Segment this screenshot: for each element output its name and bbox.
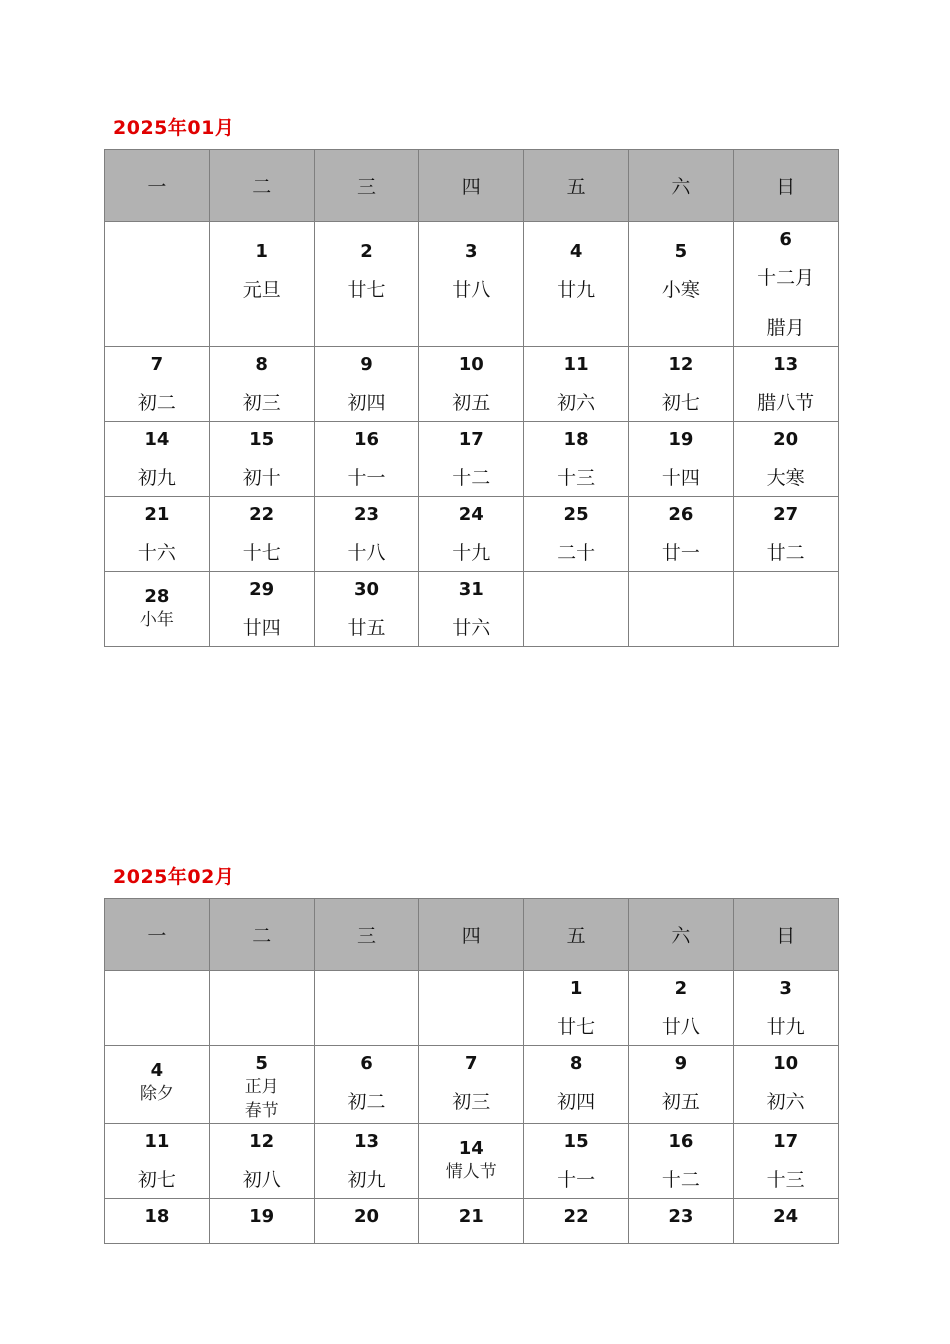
lunar-label: 初四: [557, 1091, 596, 1113]
lunar-label: 廿七: [557, 1016, 596, 1038]
calendar-feb: [104, 898, 839, 1244]
lunar-label: 十九: [452, 542, 491, 564]
day-number: 23: [668, 1206, 694, 1227]
day-number: 6: [360, 1053, 373, 1074]
lunar-label: 初四: [347, 392, 386, 414]
lunar-label: 廿九: [766, 1016, 805, 1038]
lunar-label: 初二: [347, 1091, 386, 1113]
lunar-label: 初七: [137, 1169, 176, 1191]
day-number: 7: [465, 1053, 478, 1074]
day-cell: [314, 1199, 419, 1244]
lunar-label: 十一: [347, 467, 386, 489]
lunar-label: 十二: [452, 467, 491, 489]
week-row: [105, 347, 839, 422]
lunar-label: 初六: [766, 1091, 805, 1113]
day-number: 31: [458, 579, 484, 600]
day-number: 29: [249, 579, 275, 600]
day-number: 9: [674, 1053, 688, 1074]
day-cell: [209, 347, 314, 422]
day-cell: [524, 422, 629, 497]
day-cell: [628, 497, 733, 572]
lunar-month-name: 腊月: [766, 317, 805, 339]
day-cell-empty: [628, 572, 733, 647]
day-cell: [209, 497, 314, 572]
weekday-fri: 五: [524, 150, 629, 222]
week-row: [105, 572, 839, 647]
day-cell: [419, 1124, 524, 1199]
lunar-label: 十二: [661, 1169, 700, 1191]
lunar-label: 廿五: [347, 617, 386, 639]
day-number: 1: [255, 241, 268, 262]
lunar-label: 初八: [242, 1169, 281, 1191]
day-number: 17: [458, 429, 484, 450]
day-number: 15: [249, 429, 275, 450]
lunar-label: 元旦: [242, 279, 281, 301]
weekday-mon: 一: [105, 899, 210, 971]
week-row: [105, 497, 839, 572]
day-cell: [733, 1199, 838, 1244]
day-number: 12: [249, 1131, 275, 1152]
week-row: [105, 422, 839, 497]
day-number: 22: [563, 1206, 589, 1227]
lunar-label: 十三: [557, 467, 596, 489]
weekday-mon: 一: [105, 150, 210, 222]
day-number: 28: [144, 586, 170, 607]
day-number: 22: [249, 504, 275, 525]
solar-term-label: 大寒: [766, 467, 805, 489]
day-cell: [209, 422, 314, 497]
day-cell: [524, 1199, 629, 1244]
day-number: 19: [668, 429, 694, 450]
day-cell: [419, 497, 524, 572]
day-cell: [628, 1199, 733, 1244]
day-number: 16: [668, 1131, 694, 1152]
lunar-label: 廿八: [452, 279, 491, 301]
day-cell-empty: [105, 971, 210, 1046]
lunar-label: 廿二: [766, 542, 805, 564]
weekday-thu: 四: [419, 150, 524, 222]
lunar-label: 初十: [242, 467, 281, 489]
week-row: [105, 971, 839, 1046]
day-number: 23: [353, 504, 380, 525]
day-cell: [628, 422, 733, 497]
day-cell-empty: [733, 572, 838, 647]
day-number: 14: [458, 1138, 484, 1159]
day-number: 2: [674, 978, 688, 999]
day-cell: [105, 1124, 210, 1199]
calendar-jan: [104, 149, 839, 647]
day-cell: [628, 222, 733, 347]
day-cell: [314, 222, 419, 347]
day-cell: [314, 347, 419, 422]
weekday-header-row: [105, 150, 839, 222]
day-number: 13: [773, 354, 799, 375]
lunar-label: 初二: [137, 392, 176, 414]
day-number: 1: [569, 978, 583, 999]
weekday-header-row: [105, 899, 839, 971]
lunar-label: 初九: [347, 1169, 386, 1191]
day-cell: [628, 1124, 733, 1199]
day-number: 8: [255, 354, 268, 375]
weekday-thu: 四: [419, 899, 524, 971]
lunar-month-label: 正月: [244, 1077, 279, 1097]
day-number: 14: [144, 429, 170, 450]
day-cell: [209, 572, 314, 647]
lunar-label: 初三: [242, 392, 281, 414]
day-number: 4: [569, 241, 583, 262]
day-cell: [314, 1046, 419, 1124]
day-cell: [419, 572, 524, 647]
day-cell: [524, 347, 629, 422]
festival-label: 腊八节: [757, 392, 815, 414]
festival-label: 情人节: [445, 1162, 497, 1182]
day-number: 11: [563, 354, 589, 375]
lunar-label: 小寒: [661, 279, 700, 301]
day-number: 5: [255, 1053, 268, 1074]
day-number: 24: [458, 504, 484, 525]
day-number: 8: [569, 1053, 583, 1074]
day-number: 18: [144, 1206, 170, 1227]
day-number: 11: [144, 1131, 170, 1152]
day-cell: [419, 1046, 524, 1124]
day-cell: [314, 1124, 419, 1199]
lunar-label: 廿七: [347, 279, 386, 301]
week-row: [105, 222, 839, 347]
weekday-sat: 六: [628, 150, 733, 222]
day-number: 13: [353, 1131, 380, 1152]
day-number: 16: [353, 429, 380, 450]
day-number: 9: [360, 354, 373, 375]
lunar-label: 廿四: [242, 617, 281, 639]
day-cell-empty: [314, 971, 419, 1046]
lunar-label: 十七: [242, 542, 281, 564]
day-cell: [105, 572, 210, 647]
day-cell: [628, 347, 733, 422]
day-cell: [524, 971, 629, 1046]
lunar-label: 初七: [661, 392, 700, 414]
day-number: 18: [563, 429, 589, 450]
day-number: 12: [668, 354, 694, 375]
day-cell: [209, 1124, 314, 1199]
day-number: 26: [668, 504, 694, 525]
day-cell: [314, 422, 419, 497]
lunar-label: 十八: [347, 542, 386, 564]
week-row: [105, 1124, 839, 1199]
lunar-label: 廿一: [661, 542, 700, 564]
lunar-label: 廿八: [661, 1016, 700, 1038]
day-cell: [628, 1046, 733, 1124]
day-number: 19: [249, 1206, 275, 1227]
lunar-label: 初九: [137, 467, 176, 489]
lunar-label: 十六: [137, 542, 176, 564]
day-cell: [524, 1124, 629, 1199]
day-cell: [524, 1046, 629, 1124]
day-number: 10: [773, 1053, 799, 1074]
day-number: 20: [773, 429, 799, 450]
lunar-label: 十三: [766, 1169, 805, 1191]
day-cell: [733, 1046, 838, 1124]
lunar-label: 初六: [557, 392, 596, 414]
lunar-label: 十一: [557, 1169, 596, 1191]
weekday-sun: 日: [733, 899, 838, 971]
day-number: 20: [353, 1206, 380, 1227]
month-title-jan: 2025年01月: [113, 117, 235, 139]
day-cell: [105, 1199, 210, 1244]
day-number: 5: [674, 241, 688, 262]
day-number: 30: [353, 579, 380, 600]
weekday-sun: 日: [733, 150, 838, 222]
day-cell: [733, 422, 838, 497]
day-cell: [628, 971, 733, 1046]
day-number: 27: [773, 504, 799, 525]
day-number: 2: [360, 241, 373, 262]
day-cell: [419, 222, 524, 347]
weekday-wed: 三: [314, 899, 419, 971]
day-cell: [419, 1199, 524, 1244]
day-cell: [733, 222, 838, 347]
day-number: 25: [563, 504, 589, 525]
lunar-month-label: 十二月: [757, 267, 815, 289]
festival-label: 春节: [244, 1101, 279, 1121]
festival-label: 小年: [139, 610, 174, 630]
day-cell: [314, 497, 419, 572]
day-cell: [105, 1046, 210, 1124]
day-number: 3: [779, 978, 792, 999]
lunar-label: 廿九: [557, 279, 596, 301]
lunar-label: 初三: [452, 1091, 491, 1113]
weekday-wed: 三: [314, 150, 419, 222]
day-number: 17: [773, 1131, 799, 1152]
weekday-tue: 二: [209, 150, 314, 222]
day-cell: [733, 971, 838, 1046]
lunar-label: 廿六: [452, 617, 491, 639]
day-cell: [733, 1124, 838, 1199]
day-cell-empty: [419, 971, 524, 1046]
day-number: 21: [144, 504, 170, 525]
lunar-label: 二十: [557, 542, 596, 564]
festival-label: 除夕: [139, 1084, 174, 1104]
day-number: 6: [779, 229, 792, 250]
day-cell: [209, 1199, 314, 1244]
day-cell: [419, 422, 524, 497]
day-cell: [733, 347, 838, 422]
weekday-fri: 五: [524, 899, 629, 971]
day-cell-empty: [524, 572, 629, 647]
lunar-label: 初五: [452, 392, 491, 414]
day-cell: [209, 222, 314, 347]
day-cell: [314, 572, 419, 647]
week-row: [105, 1199, 839, 1244]
day-cell: [419, 347, 524, 422]
day-cell: [524, 222, 629, 347]
day-cell: [105, 347, 210, 422]
day-number: 4: [150, 1060, 164, 1081]
weekday-tue: 二: [209, 899, 314, 971]
weekday-sat: 六: [628, 899, 733, 971]
day-number: 10: [458, 354, 484, 375]
day-cell: [524, 497, 629, 572]
day-number: 3: [465, 241, 478, 262]
lunar-label: 初五: [661, 1091, 700, 1113]
day-cell-empty: [209, 971, 314, 1046]
day-number: 7: [150, 354, 164, 375]
day-cell: [209, 1046, 314, 1124]
lunar-label: 十四: [661, 467, 700, 489]
day-number: 24: [773, 1206, 799, 1227]
week-row: [105, 1046, 839, 1124]
day-cell: [105, 497, 210, 572]
day-cell: [733, 497, 838, 572]
day-number: 15: [563, 1131, 589, 1152]
day-cell: [105, 422, 210, 497]
day-cell-empty: [105, 222, 210, 347]
day-number: 21: [458, 1206, 484, 1227]
month-title-feb: 2025年02月: [113, 866, 235, 888]
